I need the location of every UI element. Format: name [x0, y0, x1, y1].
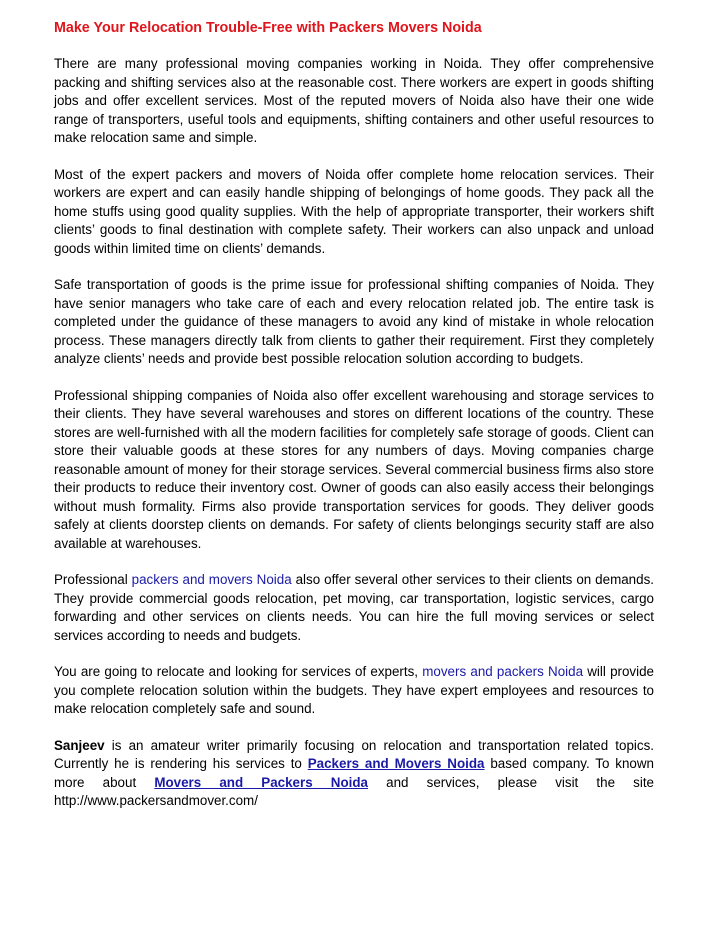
paragraph-4: Professional shipping companies of Noida also offer excellent warehousing and storage services to their clients. They have several warehouses and stores on different locations of the country. These stores are well-furnished with all the modern facilities for completely safe storage of goods. Client can store their valuable goods at these stores for any numbers of days. Moving companies charge reasonable amount of money for their storage services. Several commercial business firms also store their products to reduce their inventory cost. Owner of goods can also easily access their belongings without mush formality. Firms also provide transportation services for goods. They deliver goods safely at clients doorstep clients on demands. For safety of clients belongings security staff are also available at warehouses. — [54, 387, 654, 551]
page-title: Make Your Relocation Trouble-Free with Packers Movers Noida — [54, 20, 482, 36]
author-bio — [54, 737, 654, 811]
paragraph-6 — [54, 663, 654, 719]
movers-and-packers-noida-bold-link[interactable]: Movers and Packers Noida — [154, 774, 369, 790]
paragraph-5-text-before: Professional — [54, 572, 132, 587]
paragraph-6-text-after: will provide you complete relocation solution within the budgets. They have expert employees and resources to make relocation completely safe and sound. — [54, 664, 654, 716]
paragraph-6-text-before: You are going to relocate and looking for services of experts, — [54, 664, 423, 679]
author-bio-text-3: and services, please visit the site http://www.packersandmover.com/ — [54, 774, 655, 808]
packers-and-movers-noida-link[interactable]: packers and movers Noida — [131, 572, 292, 587]
movers-and-packers-noida-link[interactable]: movers and packers Noida — [422, 664, 584, 679]
packers-and-movers-noida-bold-link[interactable]: Packers and Movers Noida — [307, 756, 485, 771]
paragraph-5 — [54, 571, 654, 645]
author-name: Sanjeev — [54, 737, 105, 753]
paragraph-3: Safe transportation of goods is the prime issue for professional shifting companies of Noida. They have senior managers who take care of each and every relocation related job. The entire task is completed under the guidance of these managers to avoid any kind of mistake in whole relocation process. These managers directly talk from clients to gather their requirement. First they completely analyze clients’ needs and provide best possible relocation solution according to budgets. — [54, 277, 654, 366]
author-bio-text-2: based company. To known more about — [54, 756, 654, 790]
paragraph-5-text-after: also offer several other services to their clients on demands. They provide commercial goods relocation, pet moving, car transportation, logistic services, cargo forwarding and other services on clients needs. You can hire the full moving services or select services according to needs and budgets. — [54, 572, 654, 643]
paragraph-1: There are many professional moving companies working in Noida. They offer comprehensive packing and shifting services also at the reasonable cost. There workers are expert in goods shifting jobs and offer excellent services. Most of the reputed movers of Noida also have their one wide range of transporters, useful tools and equipments, shifting containers and other useful resources to make relocation same and simple. — [54, 56, 654, 145]
paragraph-2: Most of the expert packers and movers of Noida offer complete home relocation services. Their workers are expert and can easily handle shipping of belongings of home goods. They pack all the home stuffs using good quality supplies. With the help of appropriate transporter, their workers shift clients’ goods to final destination with complete safety. Their workers can also unpack and unload goods within limited time on clients’ demands. — [54, 166, 654, 256]
author-bio-text-1: is an amateur writer primarily focusing on relocation and transportation related topics. Currently he is rendering his services to — [54, 737, 654, 771]
document-page — [54, 18, 654, 829]
